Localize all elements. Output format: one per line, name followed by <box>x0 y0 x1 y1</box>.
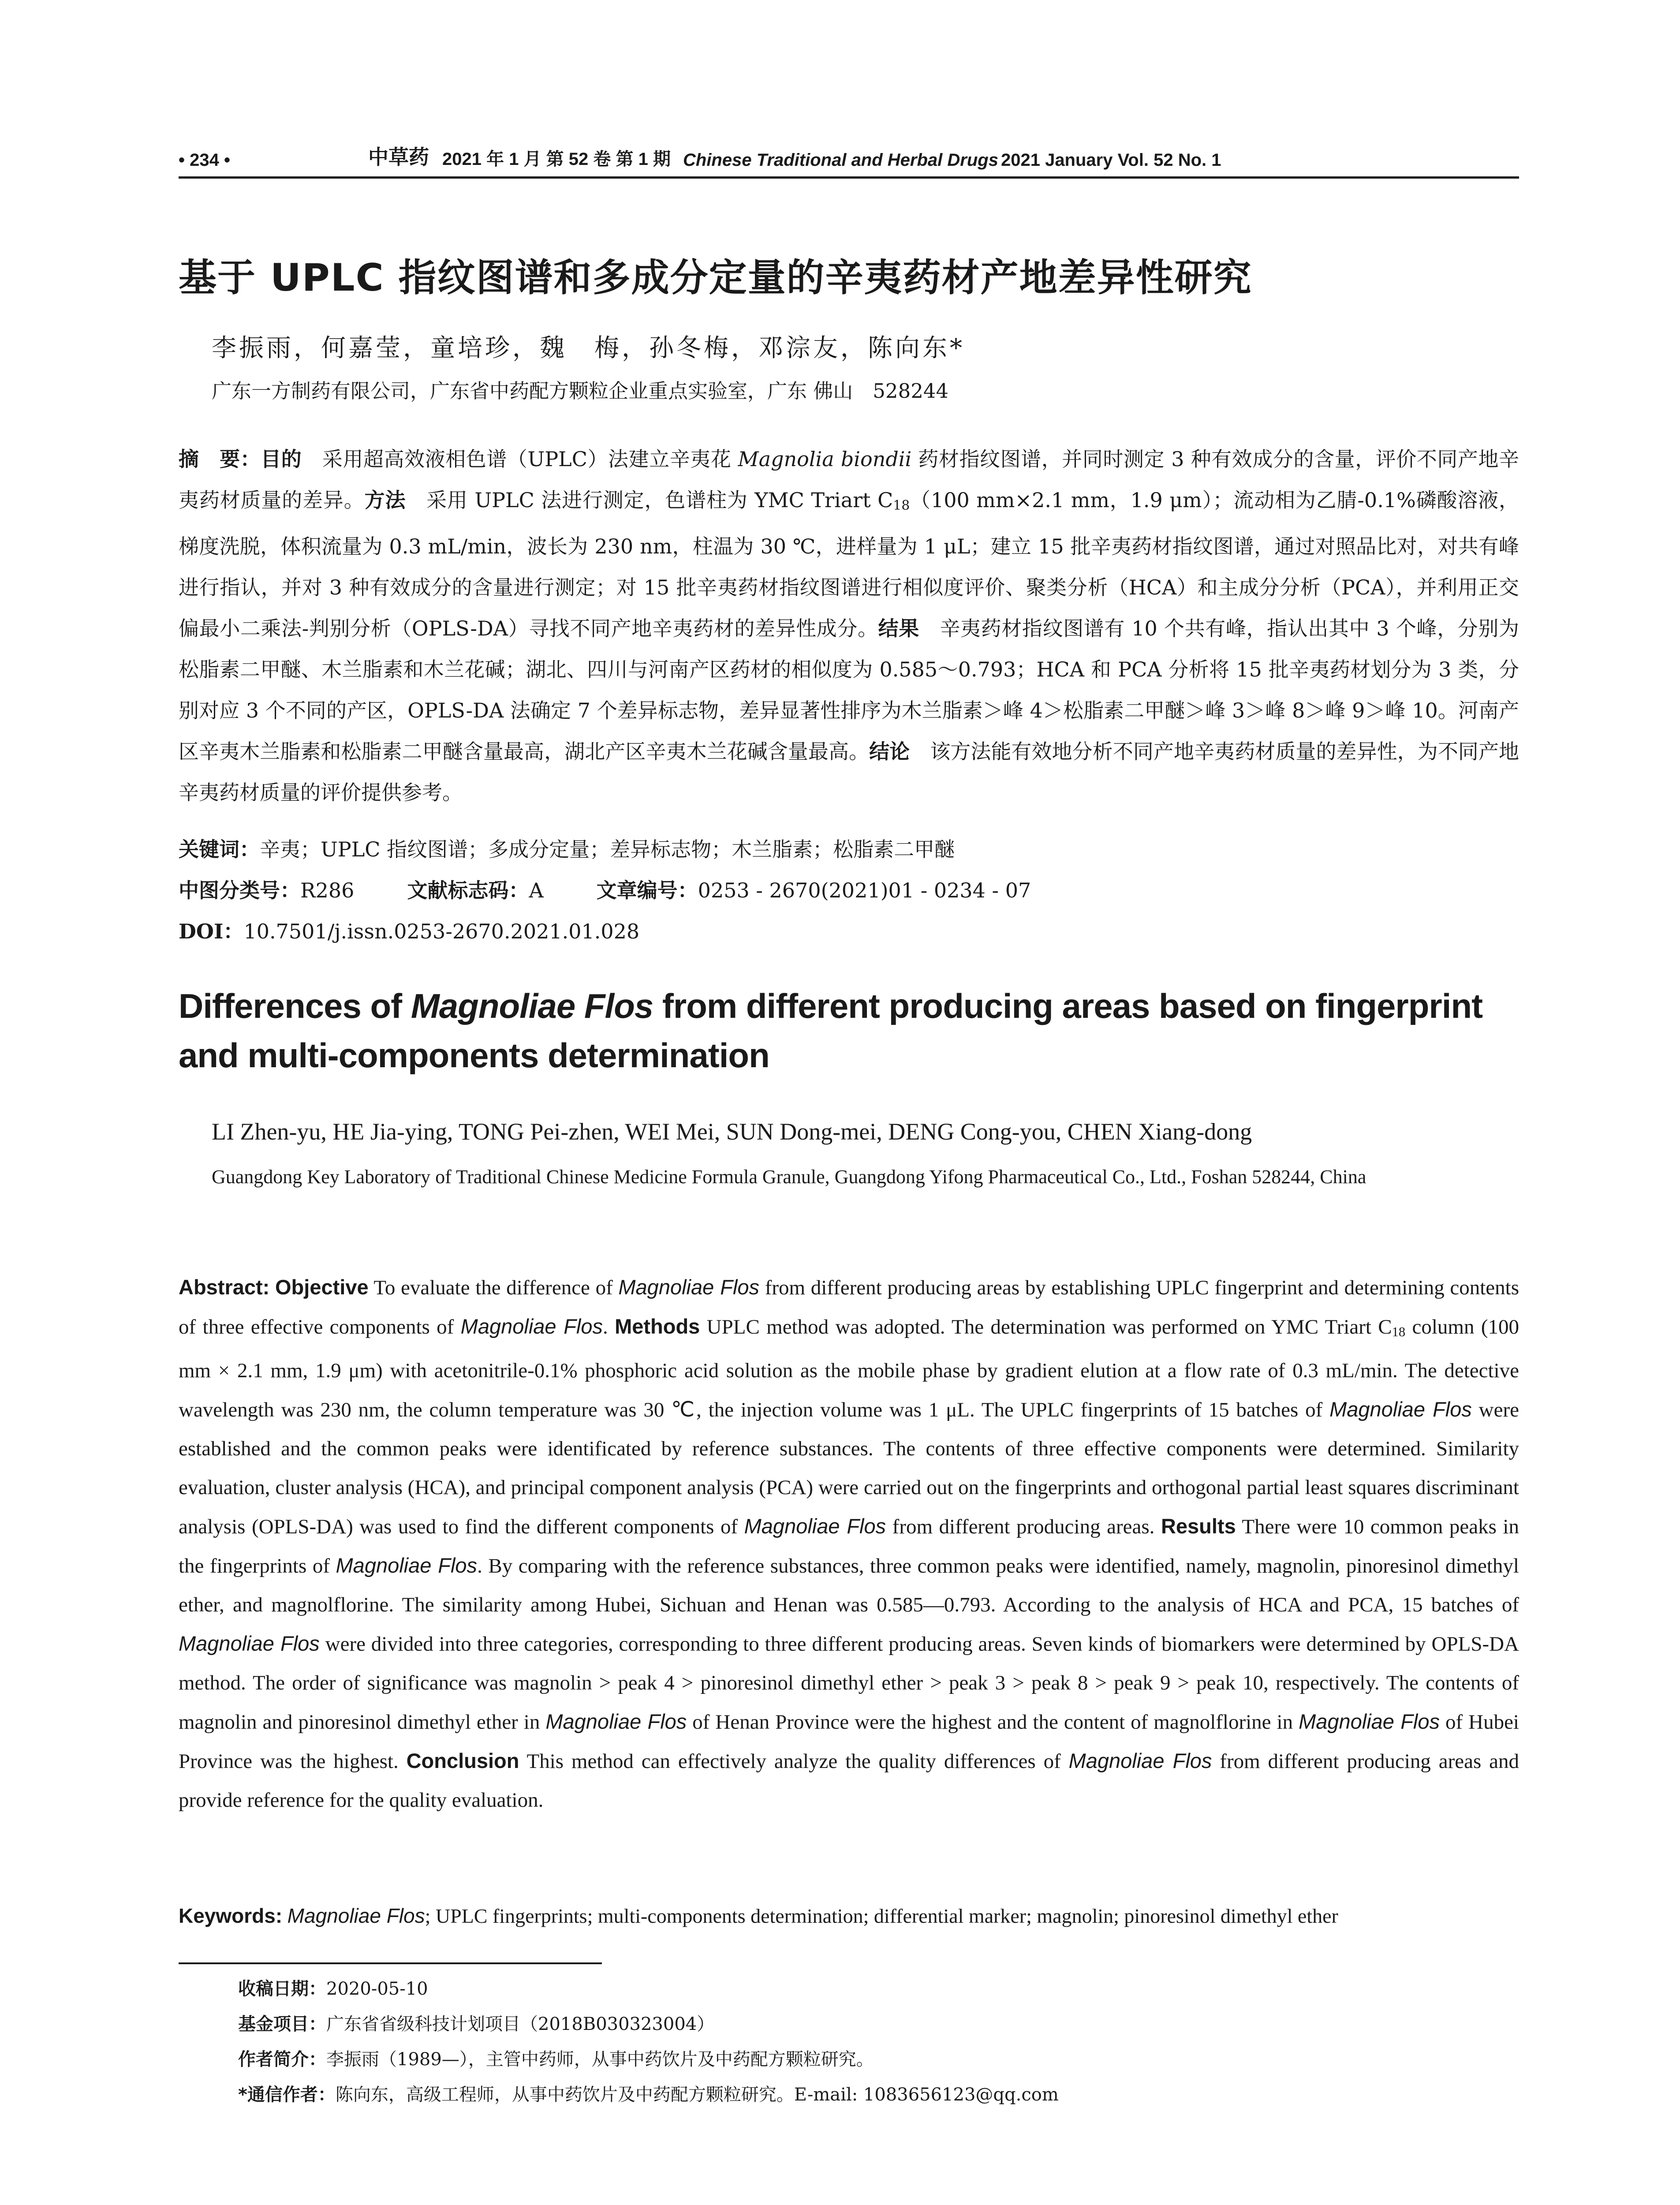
abstract-cn <box>179 439 1519 813</box>
article-no-label: 文章编号： <box>596 878 698 902</box>
clc-label: 中图分类号： <box>179 878 300 902</box>
abstract-en-text: of Hubei Province was the highest. <box>179 1711 1519 1773</box>
abstract-en-text: There were 10 common peaks in the fingerprints of <box>179 1515 1519 1578</box>
objective-label-en: Objective <box>275 1275 369 1299</box>
affiliation-en: Guangdong Key Laboratory of Traditional Chinese Medicine Formula Granule, Guangdong Yifong Pharmaceutical Co., Ltd., Foshan 528244, China <box>212 1166 1366 1188</box>
species-name-en: Magnoliae Flos <box>744 1514 886 1538</box>
article-no-value: 0253 - 2670(2021)01 - 0234 - 07 <box>698 878 1031 902</box>
issue-info-cn: 2021 年 1 月 第 52 卷 第 1 期 <box>442 149 671 169</box>
running-header <box>179 139 1519 179</box>
footnote-label: 基金项目： <box>238 2014 326 2034</box>
abstract-label-en: Abstract: <box>179 1275 270 1299</box>
title-en-rest: from different producing areas based on fingerprint and multi-components determination <box>179 987 1483 1075</box>
clc-value: R286 <box>300 878 355 902</box>
objective-text-cn-2: 药材指纹图谱，并同时测定 3 种有效成分的含量，评价不同产地辛夷药材质量的差异。 <box>179 447 1519 512</box>
species-name-en: Magnoliae Flos <box>460 1315 603 1338</box>
title-en-species: Magnoliae Flos <box>411 987 653 1025</box>
footnote-label: *通信作者： <box>238 2085 336 2105</box>
species-name-en: Magnoliae Flos <box>618 1275 760 1299</box>
abstract-en-text: To evaluate the difference of <box>368 1276 619 1299</box>
conclusion-label-en: Conclusion <box>406 1749 519 1773</box>
authors-en: LI Zhen-yu, HE Jia-ying, TONG Pei-zhen, WEI Mei, SUN Dong-mei, DENG Cong-you, CHEN Xiang-dong <box>212 1118 1252 1145</box>
abstract-en-text: UPLC method was adopted. The determination was performed on YMC Triart C <box>700 1316 1392 1338</box>
abstract-en <box>179 1268 1519 1820</box>
footnote-text: 2020-05-10 <box>326 1979 428 1999</box>
footnote-divider <box>179 1962 602 1964</box>
species-name-en: Magnoliae Flos <box>1068 1749 1212 1773</box>
footnote-received <box>238 1971 1517 2007</box>
methods-subscript: 18 <box>893 497 910 513</box>
affiliation-cn: 广东一方制药有限公司，广东省中药配方颗粒企业重点实验室，广东 佛山 528244 <box>212 379 949 403</box>
abstract-en-text: This method can effectively analyze the quality differences of <box>519 1750 1069 1773</box>
journal-name-cn: 中草药 <box>368 145 429 169</box>
methods-label-cn: 方法 <box>364 488 406 512</box>
abstract-en-text: column (100 mm × 2.1 mm, 1.9 μm) with acetonitrile-0.1% phosphoric acid solution as the mobile phase by gradient elution at a flow rate of 0.3 mL/min. The detective wavelength was 230 nm, the column temperature was 30 ℃, the injection volume was 1 μL. The UPLC fingerprints of 15 batches of <box>179 1316 1519 1422</box>
objective-label-cn: 目的 <box>261 447 302 471</box>
abstract-en-text: from different producing areas by establishing UPLC fingerprint and determining contents of three effective components of <box>179 1276 1519 1338</box>
methods-text-cn: 采用 UPLC 法进行测定，色谱柱为 YMC Triart C <box>406 488 893 512</box>
footnotes <box>238 1971 1517 2112</box>
doi-label: DOI： <box>179 919 244 943</box>
keywords-en <box>179 1896 1519 1936</box>
results-text-cn: 辛夷药材指纹图谱有 10 个共有峰，指认出其中 3 个峰，分别为松脂素二甲醚、木兰脂素和木兰花碱；湖北、四川与河南产区药材的相似度为 0.585～0.793；HCA 和 PCA 分析将 15 批辛夷药材划分为 3 类，分别对应 3 个不同的产区，OPLS-DA 法确定 7 个差异标志物，差异显著性排序为木兰脂素＞峰 4＞松脂素二甲醚＞峰 3＞峰 8＞峰 9＞峰 10。河南产区辛夷木兰脂素和松脂素二甲醚含量最高，湖北产区辛夷木兰花碱含量最高。 <box>179 616 1519 763</box>
methods-text-cn-2: （100 mm×2.1 mm，1.9 μm）；流动相为乙腈-0.1%磷酸溶液，梯度洗脱，体积流量为 0.3 mL/min，波长为 230 nm，柱温为 30 ℃，进样量为 1 μL；建立 15 批辛夷药材指纹图谱，通过对照品比对，对共有峰进行指认，并对 3 种有效成分的含量进行测定；对 15 批辛夷药材指纹图谱进行相似度评价、聚类分析（HCA）和主成分分析（PCA），并利用正交偏最小二乘法-判别分析（OPLS-DA）寻找不同产地辛夷药材的差异性成分。 <box>179 488 1519 640</box>
species-name-en: Magnoliae Flos <box>179 1632 320 1656</box>
title-en-part: Differences of <box>179 987 411 1025</box>
keywords-species-en: Magnoliae Flos <box>287 1904 425 1927</box>
species-name-en: Magnoliae Flos <box>1299 1710 1440 1734</box>
abstract-en-text: . By comparing with the reference substances, three common peaks were identified, namely, magnolin, pinoresinol dimethyl ether, and magnolflorine. The similarity among Hubei, Sichuan and Henan was 0.585—0.793. According to the analysis of HCA and PCA, 15 batches of <box>179 1555 1519 1617</box>
footnote-text: 广东省省级科技计划项目（2018B030323004） <box>326 2014 715 2034</box>
keywords-text-en: ; UPLC fingerprints; multi-components determination; differential marker; magnolin; pinoresinol dimethyl ether <box>425 1905 1338 1927</box>
keywords-label-cn: 关键词： <box>179 837 260 861</box>
abstract-en-text: of Henan Province were the highest and the content of magnolflorine in <box>687 1711 1299 1734</box>
issue-info-en: 2021 January Vol. 52 No. 1 <box>1001 150 1221 170</box>
article-title-en <box>179 981 1519 1080</box>
methods-subscript-en: 18 <box>1392 1324 1406 1340</box>
footnote-funding <box>238 2007 1517 2042</box>
species-name: Magnolia biondii <box>738 447 912 471</box>
journal-name-en: Chinese Traditional and Herbal Drugs <box>683 150 998 170</box>
footnote-text: 李振雨（1989—），主管中药师，从事中药饮片及中药配方颗粒研究。 <box>326 2049 874 2070</box>
results-label-en: Results <box>1161 1514 1236 1538</box>
abstract-label-cn: 摘 要： <box>179 447 261 471</box>
footnote-label: 作者简介： <box>238 2049 326 2070</box>
page-number: • 234 • <box>179 150 230 170</box>
footnote-author-bio <box>238 2042 1517 2077</box>
footnote-text: 陈向东，高级工程师，从事中药饮片及中药配方颗粒研究。E-mail: 1083656123@qq.com <box>335 2085 1059 2105</box>
keywords-text-cn: 辛夷；UPLC 指纹图谱；多成分定量；差异标志物；木兰脂素；松脂素二甲醚 <box>260 837 955 861</box>
classification-line <box>179 870 1519 911</box>
doc-code-label: 文献标志码： <box>407 878 529 902</box>
keywords-cn <box>179 829 1519 870</box>
doi-link[interactable]: 10.7501/j.issn.0253-2670.2021.01.028 <box>243 919 640 943</box>
methods-label-en: Methods <box>615 1315 700 1338</box>
footnote-corresponding <box>238 2077 1517 2112</box>
keywords-label-en: Keywords: <box>179 1904 283 1927</box>
abstract-en-text: were established and the common peaks were identificated by reference substances. The contents of three effective components were determined. Similarity evaluation, cluster analysis (HCA), and principal component analysis (PCA) were carried out on the fingerprints and orthogonal partial least squares discriminant analysis (OPLS-DA) was used to find the different components of <box>179 1398 1519 1539</box>
abstract-en-text: were divided into three categories, corresponding to three different producing areas. Seven kinds of biomarkers were determined by OPLS-DA method. The order of significance was magnolin > peak 4 > pinoresinol dimethyl ether > peak 3 > peak 8 > peak 9 > peak 10, respectively. The contents of magnolin and pinoresinol dimethyl ether in <box>179 1633 1519 1734</box>
authors-cn: 李振雨，何嘉莹，童培珍，魏 梅，孙冬梅，邓淙友，陈向东* <box>212 334 965 363</box>
abstract-en-text: from different producing areas and provide reference for the quality evaluation. <box>179 1750 1519 1812</box>
doc-code-value: A <box>529 878 544 902</box>
conclusion-label-cn: 结论 <box>869 739 910 763</box>
footnote-label: 收稿日期： <box>238 1979 326 1999</box>
doi-line <box>179 911 1519 952</box>
objective-text-cn: 采用超高效液相色谱（UPLC）法建立辛夷花 <box>302 447 738 471</box>
conclusion-text-cn: 该方法能有效地分析不同产地辛夷药材质量的差异性，为不同产地辛夷药材质量的评价提供参考。 <box>179 739 1519 804</box>
abstract-en-text: from different producing areas. <box>886 1515 1155 1539</box>
species-name-en: Magnoliae Flos <box>336 1554 478 1577</box>
species-name-en: Magnoliae Flos <box>1329 1398 1472 1421</box>
species-name-en: Magnoliae Flos <box>545 1710 687 1734</box>
article-title-cn: 基于 UPLC 指纹图谱和多成分定量的辛夷药材产地差异性研究 <box>179 256 1252 300</box>
results-label-cn: 结果 <box>878 616 919 640</box>
abstract-en-text: . <box>603 1316 608 1338</box>
